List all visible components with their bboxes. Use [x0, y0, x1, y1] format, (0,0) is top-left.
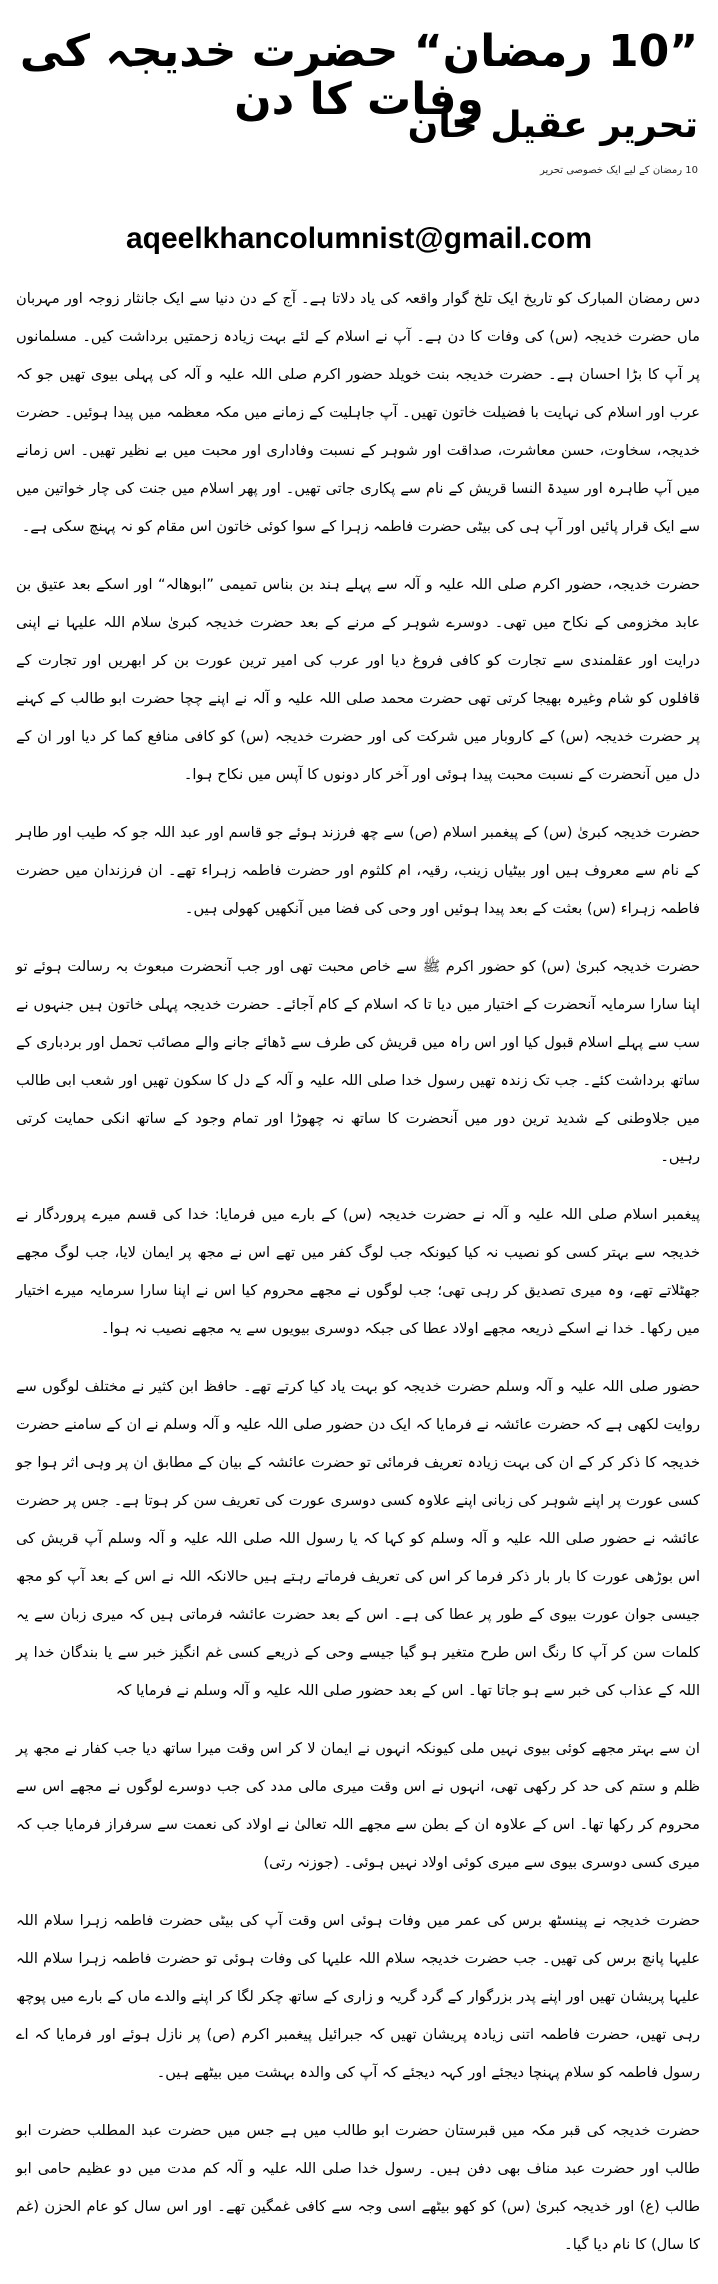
article-title: ”10 رمضان“ حضرت خدیجہ کی وفات کا دن — [19, 26, 699, 126]
paragraph: حضرت خدیجہ کی قبر مکہ میں قبرستان حضرت ابو طالب میں ہے جس میں حضرت عبد المطلب حضرت ابو طالب اور حضرت عبد مناف بھی دفن ہیں۔ رسول خدا صلی اللہ علیہ و آلہ کم مدت میں دو عظیم حامی ابو طالب (ع) اور خدیجہ کبریٰ (س) کو کھو بیٹھے اسی وجہ سے کافی غمگین تھے۔ اور اس سال کو عام الحزن (غم کا سال) کا نام دیا گیا۔ — [16, 2122, 700, 2253]
paragraph: حضرت خدیجہ کبریٰ (س) کے پیغمبر اسلام (ص) سے چھ فرزند ہوئے جو قاسم اور عبد اللہ جو کہ طیب اور طاہر کے نام سے معروف ہیں اور بیٹیاں زینب، رقیہ، ام کلثوم اور حضرت فاطمہ زہراء تھے۔ ان فرزندان میں حضرت فاطمہ زہراء (س) بعثت کے بعد پیدا ہوئیں اور وحی کی فضا میں آنکھیں کھولی ہیں۔ — [16, 824, 700, 917]
paragraph: حضرت خدیجہ، حضور اکرم صلی اللہ علیہ و آلہ سے پہلے ہند بن بناس تمیمی ”ابوھالہ“ اور اسکے بعد عتیق بن عابد مخزومی کے نکاح میں تھی۔ دوسرے شوہر کے مرنے کے بعد حضرت خدیجہ کبریٰ سلام اللہ علیہا نے اپنی درایت اور عقلمندی سے تجارت کو کافی فروغ دیا اور عرب کی امیر ترین عورت بن کر ابھریں اور تجارت کے قافلوں کو شام وغیرہ بھیجا کرتی تھی حضرت محمد صلی اللہ علیہ و آلہ نے اپنے چچا حضرت ابو طالب کے کہنے پر حضرت خدیجہ (س) کے کاروبار میں شرکت کی اور حضرت خدیجہ (س) کو کافی منافع کما کر دیا اور ان کے دل میں آنحضرت کے نسبت محبت پیدا ہوئی اور آخر کار دونوں کا آپس میں نکاح ہوا۔ — [16, 576, 700, 783]
author-email: aqeelkhancolumnist@gmail.com — [125, 222, 593, 255]
paragraph: حضور صلی اللہ علیہ و آلہ وسلم حضرت خدیجہ کو بہت یاد کیا کرتے تھے۔ حافظ ابن کثیر نے مختلف لوگوں سے روایت لکھی ہے کہ حضرت عائشہ نے فرمایا کہ ایک دن حضور صلی اللہ علیہ و آلہ وسلم نے ان کے سامنے حضرت خدیجہ کا ذکر کر کے ان کی بہت زیادہ تعریف فرمائی تو حضرت عائشہ کے بیان کے مطابق ان پر وہی اثر ہوا جو کسی عورت پر اپنے شوہر کی زبانی اپنے علاوہ کسی دوسری عورت کی تعریف سن کر ہوتا ہے۔ جس پر حضرت عائشہ نے حضور صلی اللہ علیہ و آلہ وسلم کو کہا کہ یا رسول اللہ صلی اللہ علیہ و آلہ وسلم آپ قریش کی اس بوڑھی عورت کا بار بار ذکر فرما کر اس کی تعریف فرماتے رہتے ہیں حالانکہ اللہ نے اس کے بعد آپ کو مجھ جیسی جوان عورت بیوی کے طور پر عطا کی ہے۔ اس کے بعد حضرت عائشہ فرماتی ہیں کہ میری زبان سے یہ کلمات سن کر آپ کا رنگ اس طرح متغیر ہو گیا جیسے وحی کے ذریعے کسی غم انگیز خبر سے یا بندگان خدا پر اللہ کے عذاب کی خبر سے ہو جاتا تھا۔ اس کے بعد حضور صلی اللہ علیہ و آلہ وسلم نے فرمایا کہ — [16, 1378, 700, 1699]
paragraph: پیغمبر اسلام صلی اللہ علیہ و آلہ نے حضرت خدیجہ (س) کے بارے میں فرمایا: خدا کی قسم میرے پروردگار نے خدیجہ سے بہتر کسی کو نصیب نہ کیا کیونکہ جب لوگ کفر میں تھے اس نے مجھ پر ایمان لایا، جب لوگ مجھے جھٹلاتے تھے، وہ میری تصدیق کر رہی تھی؛ جب لوگوں نے مجھے محروم کیا اس نے اپنا سارا سرمایہ میرے اختیار میں رکھا۔ خدا نے اسکے ذریعہ مجھے اولاد عطا کی جبکہ دوسری بیویوں سے یہ مجھے نصیب نہ ہوا۔ — [16, 1206, 700, 1337]
paragraph: حضرت خدیجہ نے پینسٹھ برس کی عمر میں وفات ہوئی اس وقت آپ کی بیٹی حضرت فاطمہ زہرا سلام اللہ علیہا پانچ برس کی تھیں۔ جب حضرت خدیجہ سلام اللہ علیہا کی وفات ہوئی تو حضرت فاطمہ زہرا سلام اللہ علیہا پریشان تھیں اور اپنے پدر بزرگوار کے گرد گریہ و زاری کے ساتھ چکر لگا کر اپنے والدے ماں کے بارے میں پوچھ رہی تھیں، حضرت فاطمہ اتنی زیادہ پریشان تھیں کہ جبرائیل پیغمبر اکرم (ص) پر نازل ہوئے اور فرمایا کہ اے رسول فاطمہ کو سلام پہنچا دیجئے اور کہہ دیجئے کہ آپ کی والدہ بہشت میں بیٹھے ہیں۔ — [16, 1912, 700, 2081]
article-body — [16, 280, 700, 2284]
paragraph: حضرت خدیجہ کبریٰ (س) کو حضور اکرم ﷺ سے خاص محبت تھی اور جب آنحضرت مبعوث بہ رسالت ہوئے تو اپنا سارا سرمایہ آنحضرت کے اختیار میں دیا تا کہ اسلام کے کام آجائے۔ حضرت خدیجہ پہلی خاتون ہیں جنہوں نے سب سے پہلے اسلام قبول کیا اور اس راہ میں قریش کی طرف سے ڈھائے جانے والے مصائب تحمل اور بردباری کے ساتھ برداشت کئے۔ جب تک زندہ تھیں رسول خدا صلی اللہ علیہ و آلہ کے دل کا سکون تھیں اور شعب ابی طالب میں جلاوطنی کے شدید ترین دور میں آنحضرت کا ساتھ نہ چھوڑا اور تمام وجود کے ساتھ انکی حمایت کرتی رہیں۔ — [16, 958, 700, 1165]
subtitle-note: 10 رمضان کے لیے ایک خصوصی تحریر — [539, 165, 698, 176]
paragraph: دس رمضان المبارک کو تاریخ ایک تلخ گوار واقعہ کی یاد دلاتا ہے۔ آج کے دن دنیا سے ایک جانثار زوجہ اور مہربان ماں حضرت خدیجہ (س) کی وفات کا دن ہے۔ آپ نے اسلام کے لئے بہت زیادہ زحمتیں برداشت کیں۔ مسلمانوں پر آپ کا بڑا احسان ہے۔ حضرت خدیجہ بنت خویلد حضور اکرم صلی اللہ علیہ و آلہ کی پہلی بیوی تھیں جو کہ عرب اور اسلام کی نہایت با فضیلت خاتون تھیں۔ آپ جاہلیت کے زمانے میں مکہ معظمہ میں پیدا ہوئیں۔ حضرت خدیجہ، سخاوت، حسن معاشرت، صداقت اور شوہر کے نسبت وفاداری اور محبت میں بے نظیر تھیں۔ اس زمانے میں آپ طاہرہ اور سیدۃ النسا قریش کے نام سے پکاری جاتی تھیں۔ اور پھر اسلام میں جنت کی چار خواتین میں سے ایک قرار پائیں اور آپ ہی کی بیٹی حضرت فاطمہ زہرا کے سوا کوئی خاتون اس مقام کو نہ پہنچ سکی ہے۔ — [16, 290, 700, 535]
author-byline: تحریر عقیل خان — [407, 105, 698, 146]
paragraph: ان سے بہتر مجھے کوئی بیوی نہیں ملی کیونکہ انہوں نے ایمان لا کر اس وقت میرا ساتھ دیا جب کفار نے مجھ پر ظلم و ستم کی حد کر رکھی تھی، انہوں نے اس وقت میری مالی مدد کی جب دوسرے لوگوں نے مجھے اس سے محروم کر رکھا تھا۔ اس کے علاوہ ان کے بطن سے مجھے اللہ تعالیٰ نے اولاد کی نعمت سے سرفراز فرمایا جب کہ میری کسی دوسری بیوی سے میری کوئی اولاد نہیں ہوئی۔ (جوزنہ رتی) — [16, 1740, 700, 1871]
